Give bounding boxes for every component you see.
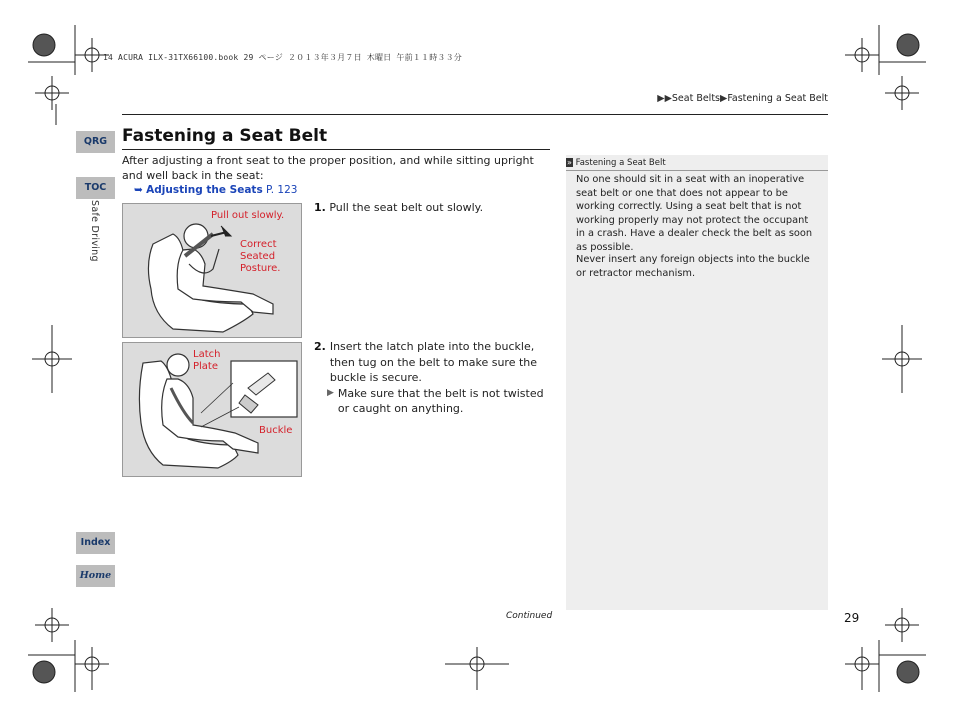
label-correct-posture: [240, 239, 280, 275]
home-button[interactable]: Home: [76, 565, 115, 587]
breadcrumb-arrow-icon: ▶: [664, 93, 672, 104]
label-latch-plate: [193, 349, 220, 373]
label-line: Plate: [193, 361, 219, 372]
title-rule: [122, 149, 550, 150]
notes-arrow-icon: »: [567, 158, 572, 167]
step-text: Pull the seat belt out slowly.: [329, 201, 484, 214]
figure-buckle-belt: [122, 342, 302, 477]
index-button[interactable]: Index: [76, 532, 115, 554]
sub-step-text: Make sure that the belt is not twisted or caught on anything.: [337, 386, 544, 415]
cross-reference[interactable]: [134, 184, 297, 196]
continued-label: Continued: [506, 611, 553, 621]
qrg-button[interactable]: QRG: [76, 131, 115, 153]
notes-header: [566, 155, 828, 171]
breadcrumb-seat-belts[interactable]: Seat Belts: [671, 93, 720, 104]
step-number: 2.: [314, 340, 326, 353]
label-buckle: Buckle: [259, 425, 293, 436]
notes-title: Fastening a Seat Belt: [575, 158, 666, 168]
sub-step-arrow-icon: ▶: [327, 387, 334, 398]
page-title: Fastening a Seat Belt: [122, 126, 328, 146]
reference-link[interactable]: Adjusting the Seats: [146, 184, 263, 196]
print-info-line: 14 ACURA ILX-31TX66100.book 29 ページ ２０１３年３月７日 木曜日 午前１１時３３分: [103, 53, 462, 62]
reference-arrow-icon: ➥: [134, 184, 143, 196]
breadcrumb-arrow-icon: ▶: [657, 93, 665, 104]
page-number: 29: [844, 611, 860, 625]
label-line: Correct: [240, 239, 277, 250]
label-line: Posture.: [240, 263, 281, 274]
section-tab-label: Safe Driving: [89, 200, 100, 262]
figure-pull-belt: [122, 203, 302, 338]
step-1: [314, 200, 552, 216]
label-line: Latch: [193, 349, 221, 360]
breadcrumb: [657, 93, 828, 104]
step-text: Insert the latch plate into the buckle, then tug on the belt to make sure the buckle is secure.: [329, 340, 538, 384]
label-line: Seated: [240, 251, 276, 262]
breadcrumb-fastening[interactable]: Fastening a Seat Belt: [727, 93, 828, 104]
notes-paragraph-1: No one should sit in a seat with an inoperative seat belt or one that does not appear to be working correctly. Using a seat belt that is not working properly may not protect the occupant in a crash. Have a dealer check the belt as soon as possible.: [576, 174, 813, 253]
breadcrumb-arrow-icon: ▶: [720, 93, 728, 104]
step-2: [314, 339, 552, 417]
notes-paragraph-2: Never insert any foreign objects into the buckle or retractor mechanism.: [576, 254, 810, 279]
reference-page[interactable]: P. 123: [266, 184, 298, 196]
intro-paragraph: After adjusting a front seat to the proper position, and while sitting upright and well back in the seat:: [122, 154, 534, 182]
toc-button[interactable]: TOC: [76, 177, 115, 199]
step-number: 1.: [314, 201, 326, 214]
header-rule: [122, 114, 828, 115]
label-pull-out: Pull out slowly.: [211, 210, 285, 221]
